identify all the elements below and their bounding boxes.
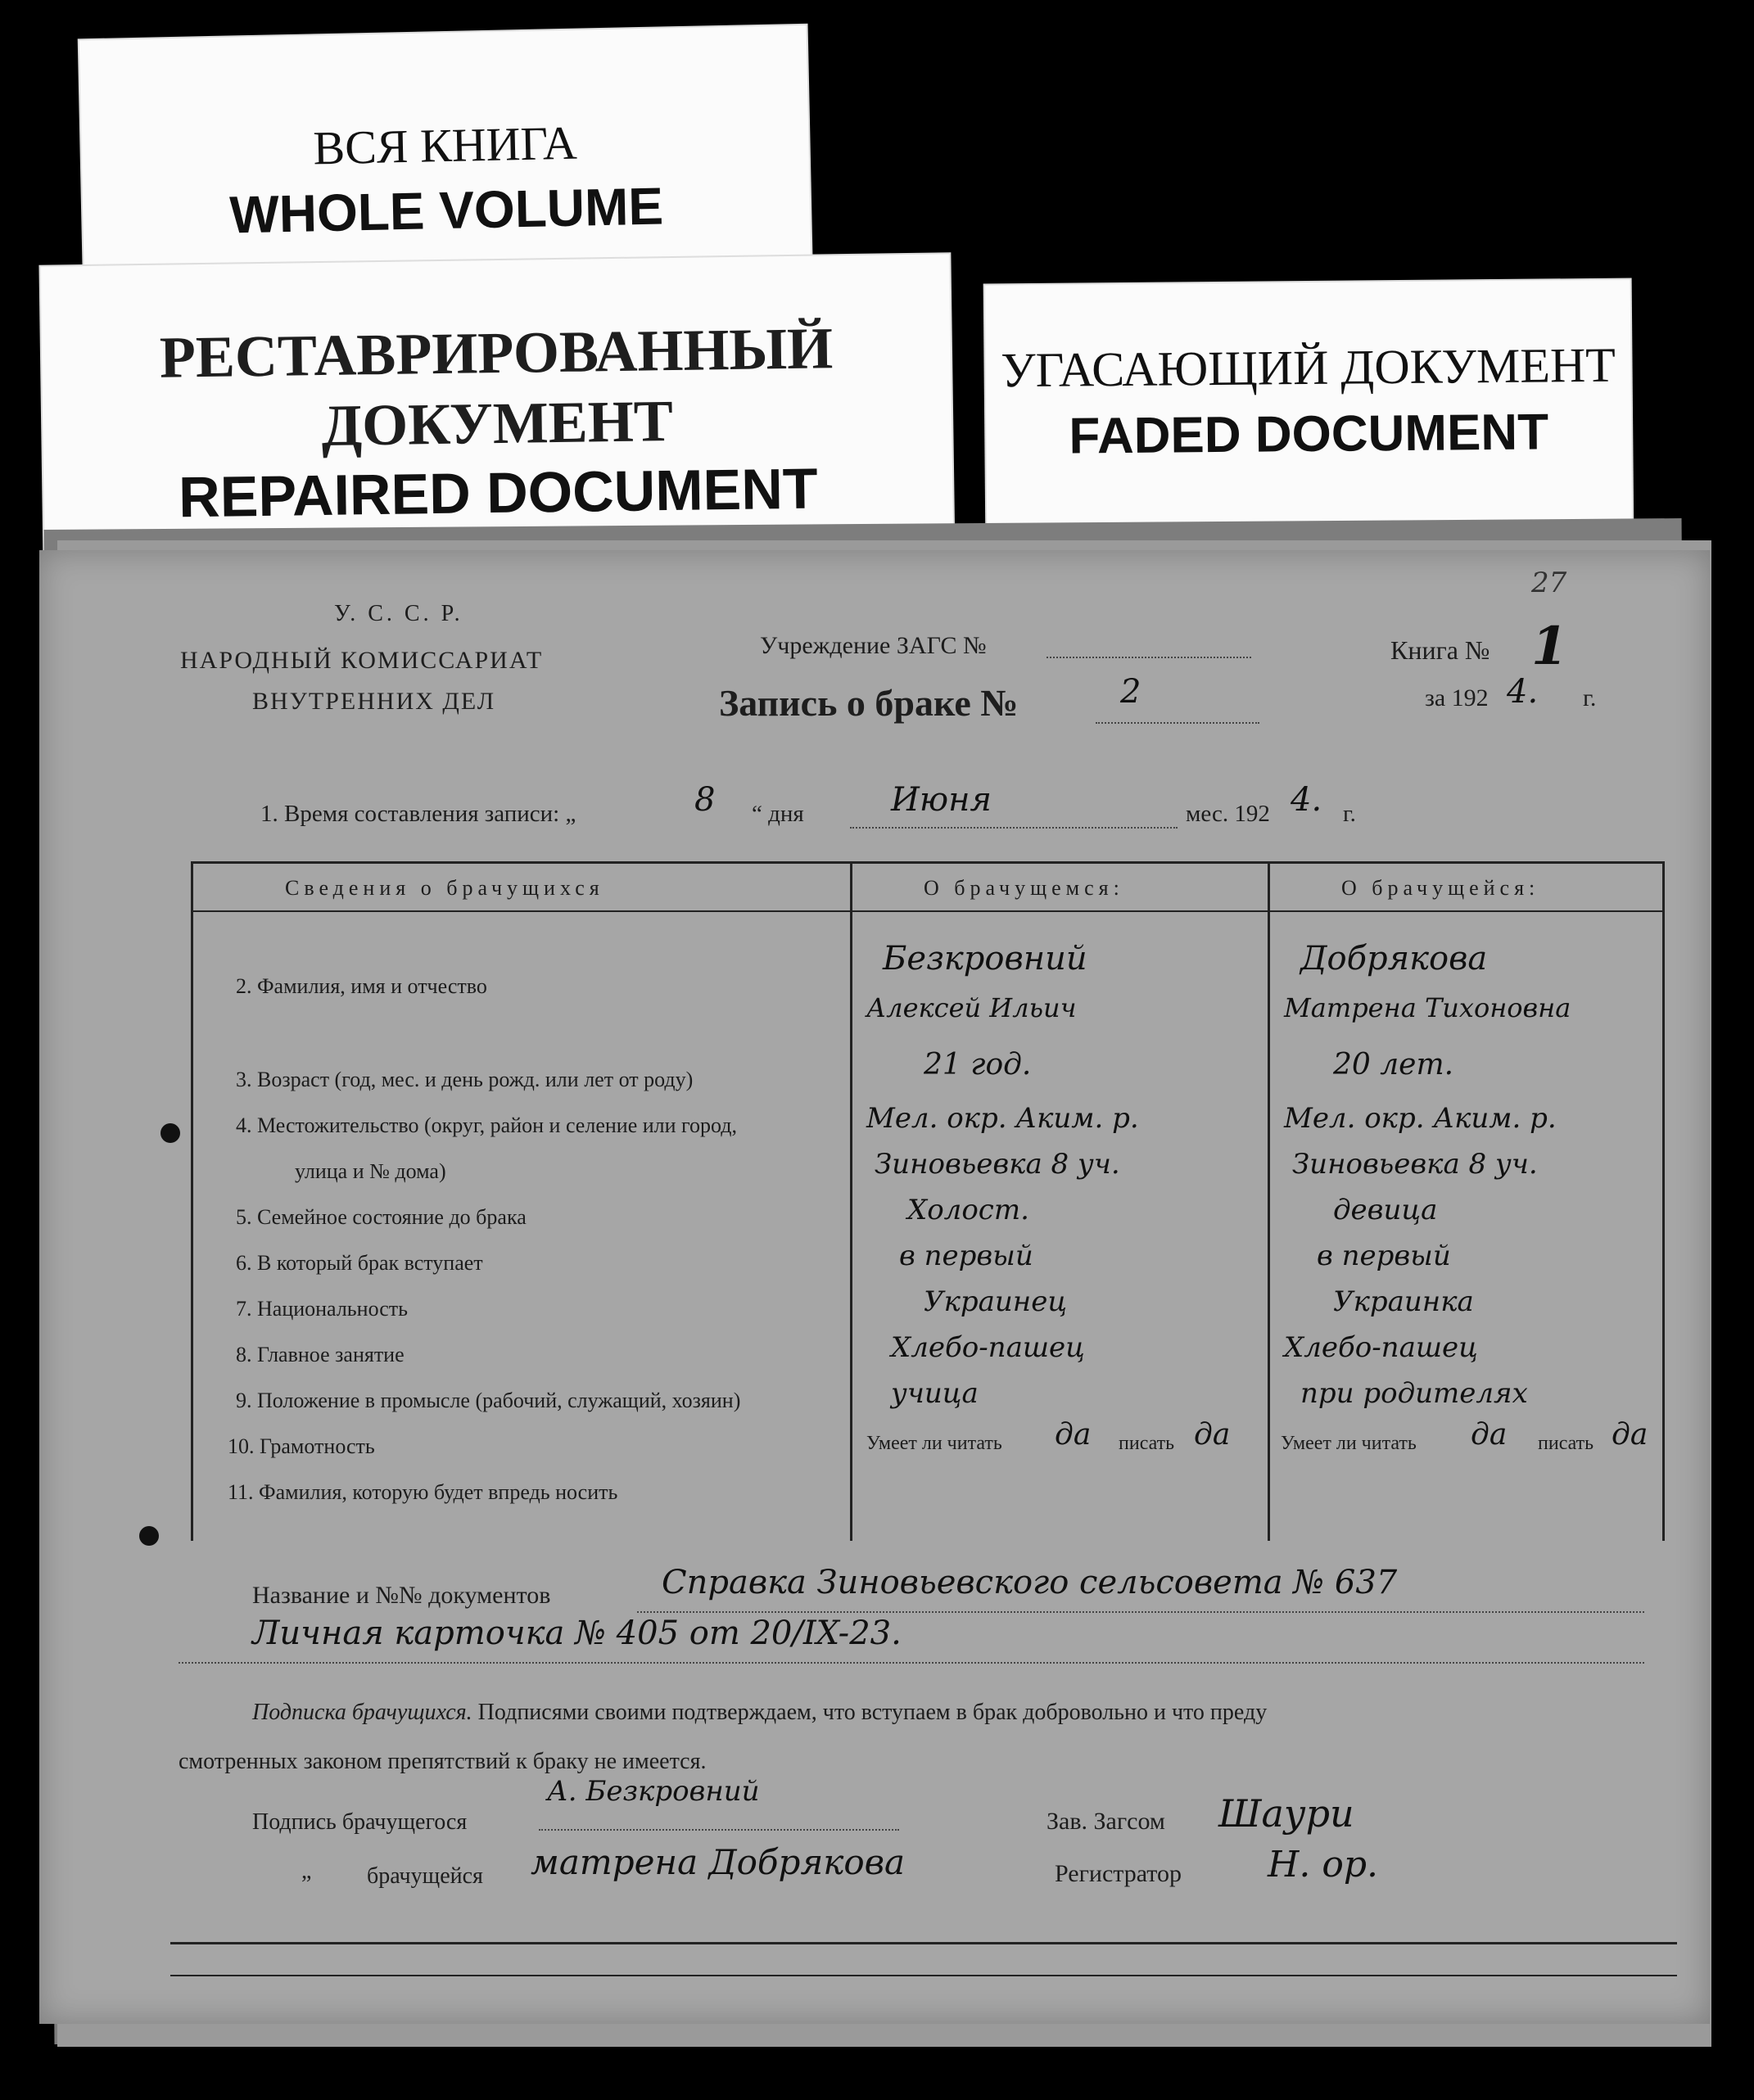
table-left-rule [191,861,193,1541]
bride-occupation: Хлебо-пашец [1284,1331,1478,1364]
tag-repaired-document [40,254,953,569]
bride-nationality: Украинка [1333,1285,1474,1318]
registrar-signature: Н. ор. [1268,1844,1378,1885]
table-col-rule-2 [1268,861,1270,1541]
documents-label: Название и №№ документов [252,1582,551,1609]
line1-mes: мес. 192 [1186,801,1270,827]
bride-surname: Добрякова [1300,940,1488,978]
col-groom-header: О брачущемся: [924,876,1124,900]
zags-label: Учреждение ЗАГС № [760,632,987,659]
bride-signature-label: брачущейся [367,1863,483,1889]
documents-line-2: Личная карточка № 405 от 20/IX-23. [252,1615,902,1652]
row-label-5: 5. Семейное состояние до брака [236,1205,527,1229]
tag-repaired-en: REPAIRED DOCUMENT [178,456,819,530]
bride-residence-2: Зиновьевка 8 уч. [1292,1148,1538,1181]
row-label-3: 3. Возраст (год, мес. и день рожд. или лет от роду) [236,1068,694,1091]
line1-day: 8 [694,781,716,819]
groom-signature: А. Безкровний [547,1775,760,1808]
groom-read-label: Умеет ли читать [866,1433,1002,1454]
record-number: 2 [1120,673,1141,711]
row-label-2: 2. Фамилия, имя и отчество [236,974,487,998]
documents-line-2-rule [179,1662,1644,1664]
groom-read-value: да [1055,1418,1092,1452]
head-signature-label: Зав. Загсом [1047,1808,1165,1835]
table-col-rule-1 [850,861,852,1541]
table-top-rule [191,861,1665,864]
bride-read-value: да [1471,1418,1508,1452]
documents-line-1: Справка Зиновьевского сельсовета № 637 [662,1564,1398,1601]
row-label-7: 7. Национальность [236,1297,408,1321]
row-label-6: 6. В который брак вступает [236,1251,483,1275]
bride-position: при родителях [1300,1377,1528,1410]
groom-position: учица [891,1377,979,1410]
groom-write-label: писать [1119,1433,1175,1454]
row-label-8: 8. Главное занятие [236,1343,405,1366]
record-number-line [1096,722,1259,724]
tag-repaired-ru2: ДОКУМЕНТ [321,388,674,458]
marriage-record-form [39,550,1710,2024]
groom-marriage: в первый [899,1240,1033,1272]
tag-faded-ru: УГАСАЮЩИЙ ДОКУМЕНТ [1000,337,1616,398]
year-prefix: за 192 [1425,684,1489,711]
groom-residence-2: Зиновьевка 8 уч. [875,1148,1120,1181]
punch-hole [160,1123,180,1143]
line1-label: 1. Время составления записи: „ [260,801,576,827]
bride-write-value: да [1612,1418,1648,1452]
line1-month-line [850,827,1178,829]
registrar-signature-label: Регистратор [1055,1860,1182,1887]
row-label-4a: 4. Местожительство (округ, район и селение или город, [236,1113,738,1137]
bride-status: девица [1333,1194,1438,1226]
header-ussr: У. С. С. Р. [334,601,463,626]
statement-text-2: смотренных законом препятствий к браку не имеется. [179,1749,707,1774]
groom-status: Холост. [907,1194,1029,1226]
book-label: Книга № [1390,635,1490,665]
table-header-rule [191,910,1665,912]
line1-month: Июня [891,781,992,819]
punch-hole [139,1526,159,1546]
header-internal: ВНУТРЕННИХ ДЕЛ [252,688,496,715]
zags-line [1047,657,1251,658]
statement-text-1: Подписями своими подтверждаем, что вступаем в брак добровольно и что преду [477,1700,1268,1725]
groom-signature-label: Подпись брачущегося [252,1809,468,1835]
bottom-rule-1 [170,1942,1677,1944]
groom-signature-line [539,1829,899,1831]
statement-lead: Подписка брачущихся. [252,1700,472,1725]
bride-signature: матрена Добрякова [531,1842,906,1882]
documents-line-1-rule [637,1611,1644,1613]
book-number-pencil: 27 [1531,567,1567,599]
year-suffix: г. [1583,684,1597,711]
line1-g: г. [1343,801,1356,827]
bride-age: 20 лет. [1333,1048,1454,1082]
groom-age: 21 год. [924,1048,1032,1082]
bride-name: Матрена Тихоновна [1284,992,1571,1023]
tag-faded-en: FADED DOCUMENT [1069,404,1549,465]
line1-year: 4. [1291,781,1322,819]
year-digit: 4. [1507,673,1539,711]
statement-line-1 [252,1700,1267,1726]
bride-signature-prefix: „ [301,1858,312,1884]
groom-occupation: Хлебо-пашец [891,1331,1085,1364]
col-bride-header: О брачущейся: [1341,876,1540,900]
bride-write-label: писать [1538,1433,1594,1454]
tag-repaired-ru1: РЕСТАВРИРОВАННЫЙ [159,315,834,391]
book-number: 1 [1531,616,1568,677]
col-info-header: Сведения о брачущихся [285,876,604,900]
line1-day-suffix: “ дня [752,801,804,827]
row-label-9: 9. Положение в промысле (рабочий, служащий, хозяин) [236,1389,741,1412]
groom-write-value: да [1194,1418,1231,1452]
bride-marriage: в первый [1317,1240,1451,1272]
row-label-4b: улица и № дома) [295,1159,446,1183]
bottom-rule-2 [170,1975,1677,1976]
groom-name: Алексей Ильич [866,992,1077,1023]
record-title: Запись о браке № [719,682,1019,724]
bride-read-label: Умеет ли читать [1281,1433,1417,1454]
header-commissariat: НАРОДНЫЙ КОМИССАРИАТ [180,647,544,674]
head-signature: Шаури [1218,1791,1354,1836]
groom-surname: Безкровний [883,940,1087,978]
tag-whole-ru: ВСЯ КНИГА [312,115,578,175]
row-label-11: 11. Фамилия, которую будет впредь носить [228,1480,618,1504]
row-label-10: 10. Грамотность [228,1434,375,1458]
tag-faded-document [985,280,1633,540]
groom-residence-1: Мел. окр. Аким. р. [866,1102,1139,1135]
groom-nationality: Украинец [924,1285,1068,1318]
bride-residence-1: Мел. окр. Аким. р. [1284,1102,1557,1135]
table-right-rule [1662,861,1665,1541]
tag-whole-en: WHOLE VOLUME [228,176,664,245]
